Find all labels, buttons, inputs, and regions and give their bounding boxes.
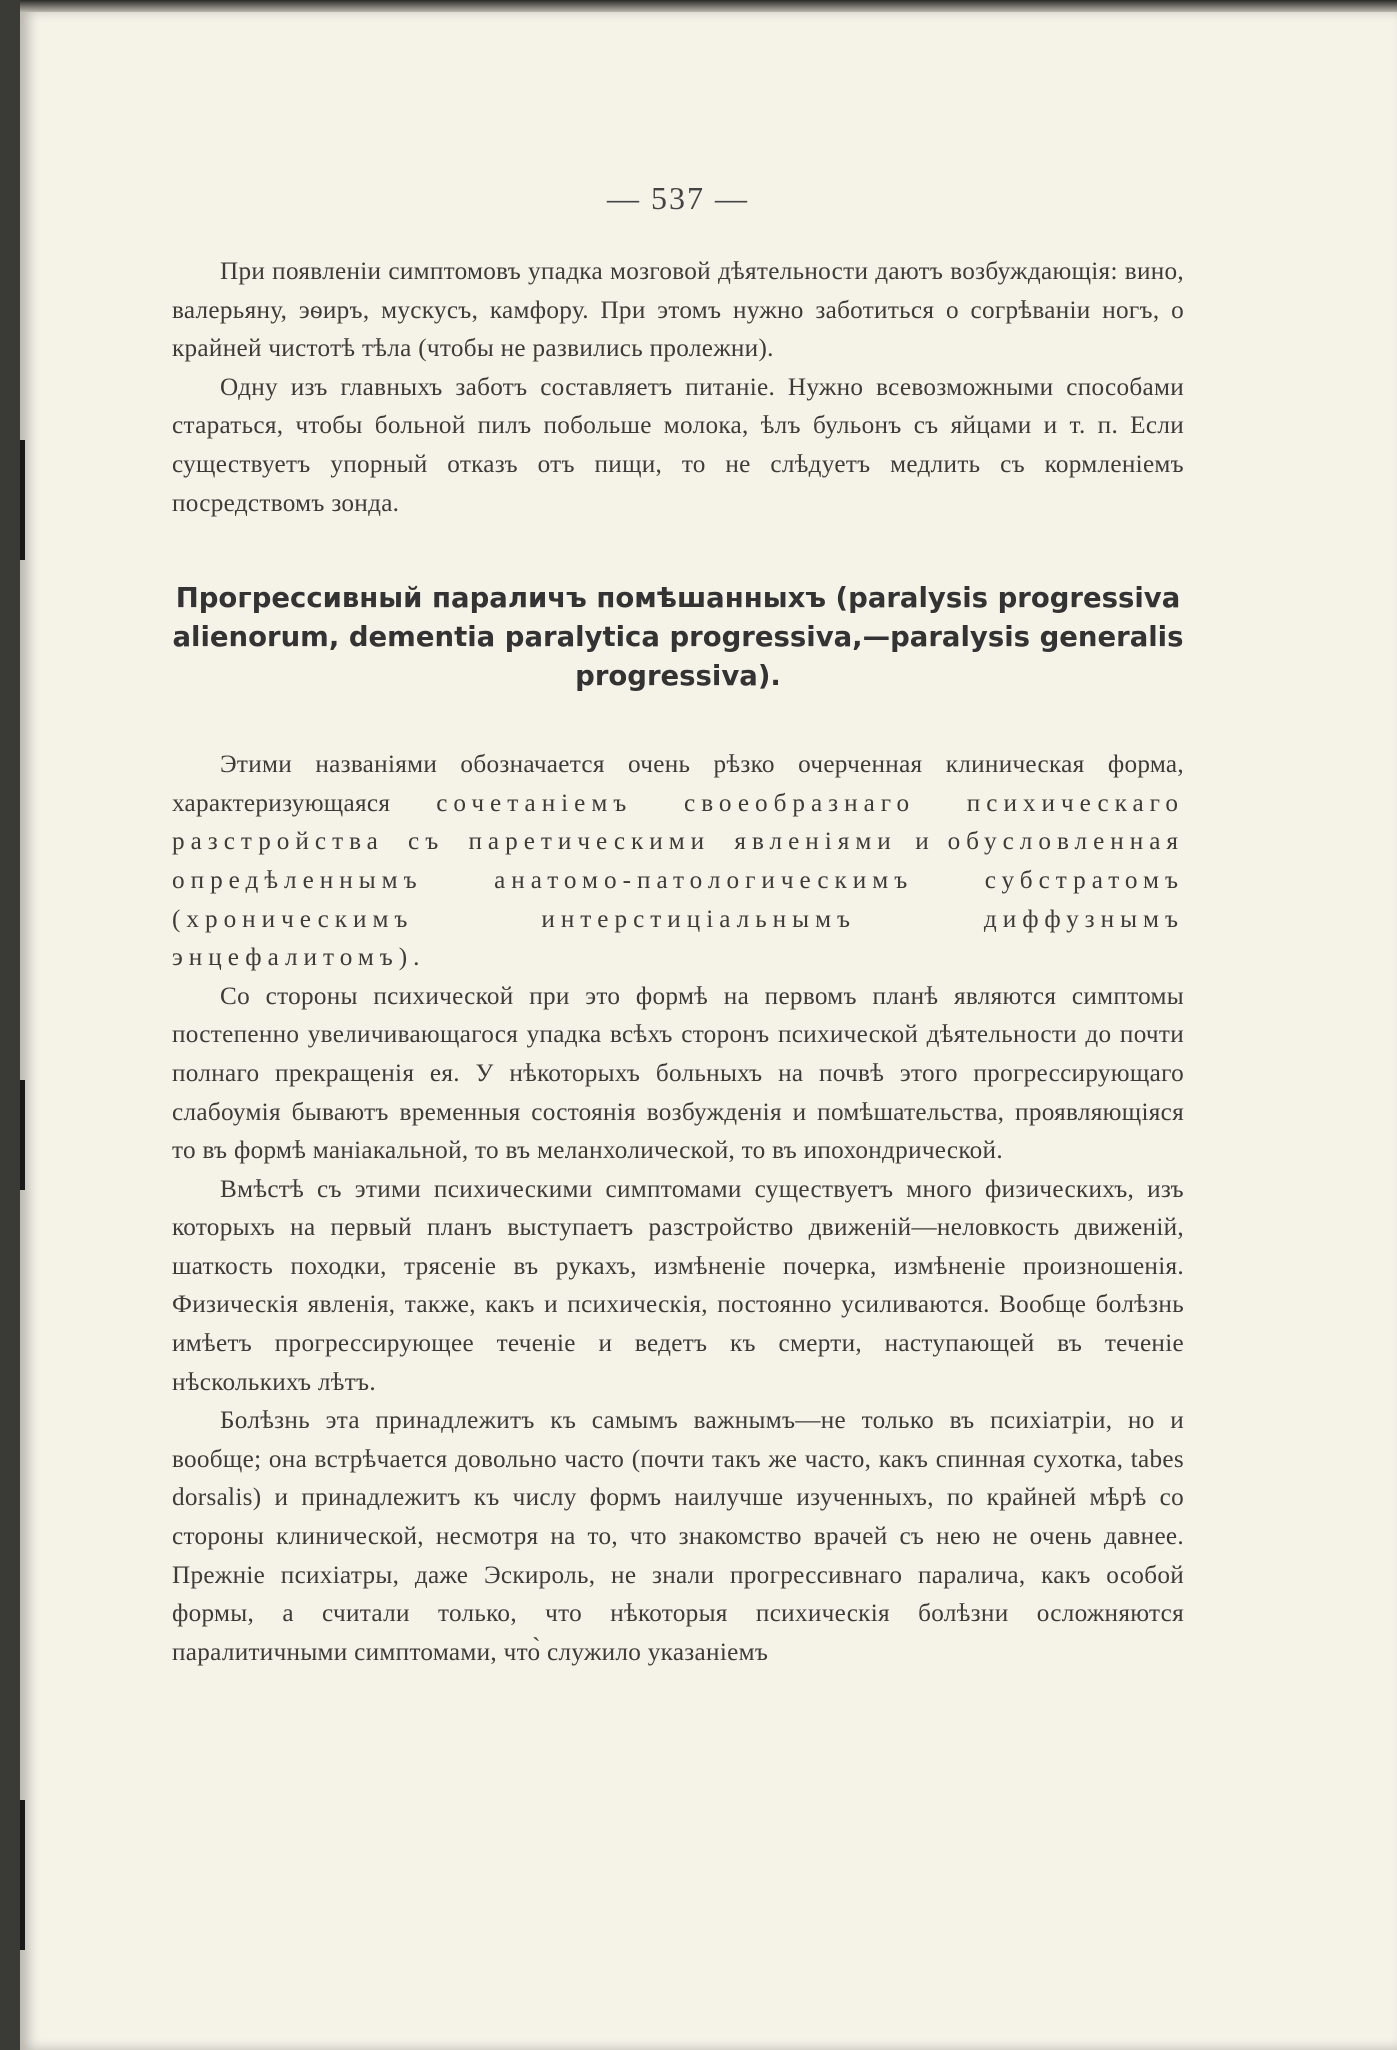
scan-artifact [20,1080,25,1190]
emphasized-text: сочетаніемъ своеобразнаго психическаго разстройства съ паретическими явленіями [172,789,1184,856]
scan-artifact [20,1800,25,1950]
page-number: — 537 — [607,180,749,216]
text-run: и [896,828,948,856]
paragraph: При появленіи симптомовъ упадка мозговой дѣятельности даютъ возбуждающія: вино, валерьяну, эѳиръ, мускусъ, камфору. При этомъ нужно заботиться о согрѣваніи ногъ, о крайней чистотѣ тѣла (чтобы не развились пролежни). [172,258,1184,363]
emphasized-text: обусловленная опредѣленнымъ анатомо-патологическимъ субстратомъ (хроническимъ интерстиціальнымъ диффузнымъ энцефалитомъ). [172,828,1184,972]
paragraph: Болѣзнь эта принадлежитъ къ самымъ важнымъ—не только въ психіатріи, но и вообще; она встрѣчается довольно часто (почти такъ же часто, какъ спинная сухотка, tabes dorsalis) и принадлежитъ къ числу формъ наилучше изученныхъ, по крайней мѣрѣ со стороны клинической, несмотря на то, что знакомство врачей съ нею не очень давнее. Прежніе психіатры, даже Эскироль, не знали прогрессивнаго паралича, какъ особой формы, а считали только, что нѣкоторыя психическія болѣзни осложняются паралитичными симптомами, что̀ служило указаніемъ [172,1407,1184,1666]
section-heading: Прогрессивный параличъ помѣшанныхъ (paralysis progressiva alienorum, dementia paralytica progressiva,—paralysis generalis progressiva). [172,582,1184,693]
scan-artifact [20,440,25,560]
paragraph: Со стороны психической при это формѣ на первомъ планѣ являются симптомы постепенно увеличивающагося упадка всѣхъ сторонъ психической дѣятельности до почти полнаго прекращенія ея. У нѣкоторыхъ больныхъ на почвѣ этого прогрессирующаго слабоумія бываютъ временныя состоянія возбужденія и помѣшательства, проявляющіяся то въ формѣ маніакальной, то въ меланхолической, то въ ипохондрической. [172,982,1184,1165]
paragraph [172,746,1184,978]
page-content [172,180,1184,1672]
paragraph: Вмѣстѣ съ этими психическими симптомами существуетъ много физическихъ, изъ которыхъ на первый планъ выступаетъ разстройство движеній—неловкость движеній, шаткость походки, трясеніе въ рукахъ, измѣненіе почерка, измѣненіе произношенія. Физическія явленія, также, какъ и психическія, постоянно усиливаются. Вообще болѣзнь имѣетъ прогрессирующее теченіе и ведетъ къ смерти, наступающей въ теченіе нѣсколькихъ лѣтъ. [172,1175,1184,1396]
text-run: Этими названіями обозначается очень рѣзко очерченная клиническая форма, характеризующаяся [172,751,1184,817]
page-top-edge [20,0,1397,12]
paragraph: Одну изъ главныхъ заботъ составляетъ питаніе. Нужно всевозможными способами стараться, чтобы больной пилъ побольше молока, ѣлъ бульонъ съ яйцами и т. п. Если существуетъ упорный отказъ отъ пищи, то не слѣдуетъ медлить съ кормленіемъ посредствомъ зонда. [172,373,1184,517]
